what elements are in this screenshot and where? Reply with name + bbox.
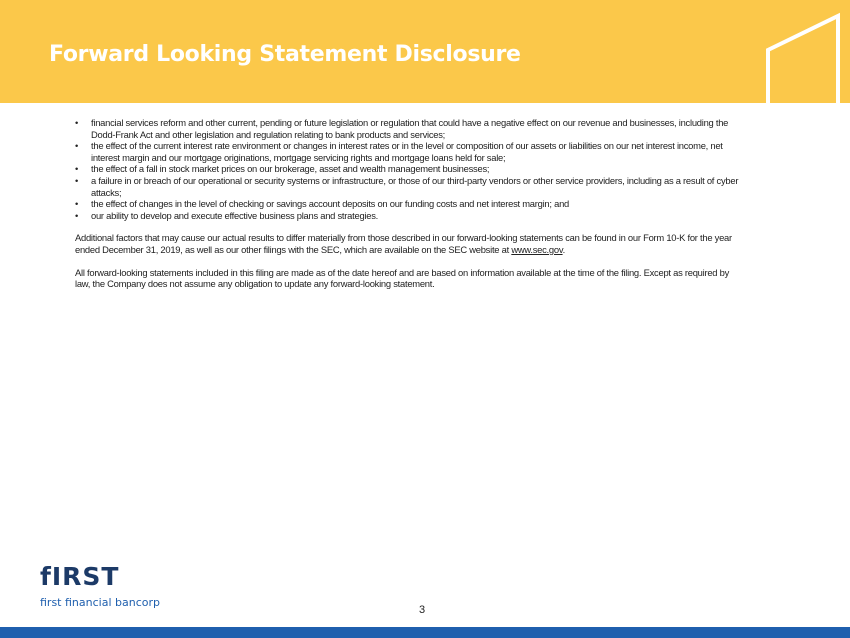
- bullet-icon: •: [75, 140, 79, 152]
- disclosure-body: [75, 117, 740, 299]
- list-item: • a failure in or breach of our operational or security systems or infrastructure, or those of our third-party vendors or other service providers, including as a result of cyber attacks;: [75, 174, 739, 198]
- bullet-icon: •: [75, 117, 79, 128]
- list-item: • the effect of the current interest rate environment or changes in interest rates or in the level or composition of our assets or liabilities on our net interest income, net interest margin and our mortgage originations, mortgage servicing rights and mortgage loans held for sale;: [75, 140, 723, 163]
- bullet-list: [75, 117, 740, 221]
- page-title: Forward Looking Statement Disclosure: [49, 42, 521, 67]
- forward-looking-paragraph: All forward-looking statements included in this filing are made as of the date hereof and are based on information available at the time of the filing. Except as required by law, the Company does not assume any obligation to update any forward-looking statement.: [75, 266, 730, 290]
- bullet-icon: •: [75, 198, 79, 210]
- house-outline-icon: [760, 10, 850, 104]
- bullet-icon: •: [75, 163, 79, 175]
- list-item: • the effect of a fall in stock market prices on our brokerage, asset and wealth management businesses;: [75, 163, 490, 175]
- sec-website-link[interactable]: www.sec.gov: [511, 243, 563, 255]
- bullet-icon: •: [75, 209, 79, 221]
- additional-factors-paragraph: Additional factors that may cause our actual results to differ materially from those described in our forward-looking statements can be found in our Form 10-K for the year ended December 31, 2019, as well as our other filings with the SEC, which are available on the SEC website at www.sec.gov.: [75, 232, 732, 255]
- logo-subtitle: first financial bancorp: [40, 596, 160, 609]
- list-item: • financial services reform and other current, pending or future legislation or regulation that could have a negative effect on our revenue and businesses, including the Dodd-Frank Act and other legislation and regulation relating to bank products and services;: [75, 117, 729, 140]
- bullet-icon: •: [75, 174, 79, 186]
- company-logo: [40, 563, 160, 609]
- page-number: 3: [419, 604, 426, 616]
- footer-bar: [0, 627, 850, 638]
- list-item: • our ability to develop and execute effective business plans and strategies.: [75, 209, 378, 221]
- logo-wordmark: fIRST: [40, 562, 120, 591]
- header-banner: [0, 0, 850, 103]
- list-item: • the effect of changes in the level of checking or savings account deposits on our funding costs and net interest margin; and: [75, 198, 569, 210]
